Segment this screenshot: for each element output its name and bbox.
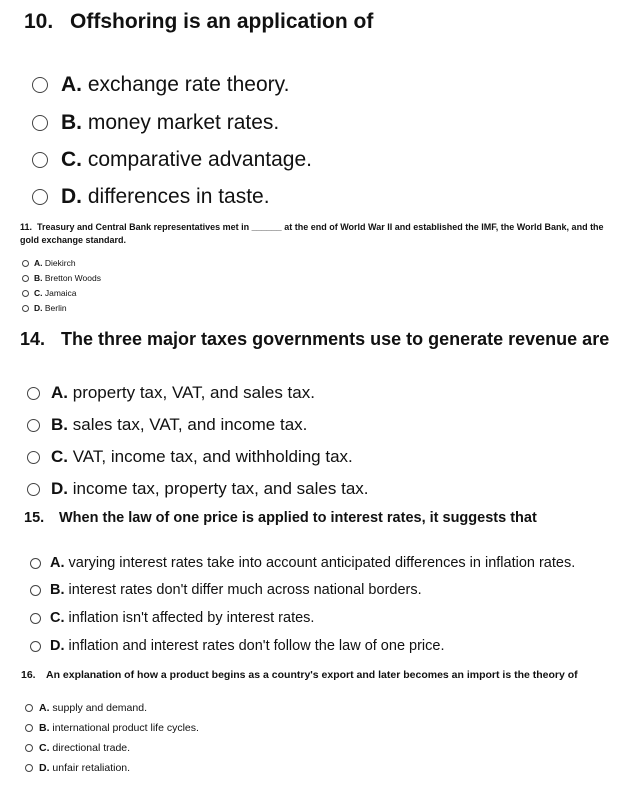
radio-button-icon[interactable] <box>30 585 41 596</box>
answer-blank: ______ <box>251 222 282 232</box>
option-d[interactable] <box>25 762 130 774</box>
question-title <box>24 10 373 34</box>
option-d[interactable] <box>27 479 369 499</box>
option-letter: B. <box>39 722 50 734</box>
radio-button-icon[interactable] <box>22 275 29 282</box>
radio-button-icon[interactable] <box>22 290 29 297</box>
option-text: directional trade. <box>52 742 131 754</box>
radio-button-icon[interactable] <box>25 764 33 772</box>
option-b[interactable] <box>32 111 279 135</box>
radio-button-icon[interactable] <box>27 419 40 432</box>
radio-button-icon[interactable] <box>30 613 41 624</box>
option-text: property tax, VAT, and sales tax. <box>72 383 315 402</box>
option-text: international product life cycles. <box>52 722 199 734</box>
question-number: 16. <box>21 669 36 681</box>
radio-button-icon[interactable] <box>32 189 48 205</box>
question-number: 15. <box>24 510 45 526</box>
option-text: VAT, income tax, and withholding tax. <box>72 447 353 466</box>
option-c[interactable] <box>32 148 312 172</box>
option-letter: D. <box>34 303 43 313</box>
option-a[interactable] <box>27 383 315 403</box>
option-text: Jamaica <box>44 288 77 298</box>
question-title <box>20 329 609 350</box>
option-letter: D. <box>39 762 50 774</box>
radio-button-icon[interactable] <box>25 724 33 732</box>
option-a[interactable] <box>22 258 76 268</box>
option-text: unfair retaliation. <box>52 762 131 774</box>
option-letter: C. <box>50 610 65 626</box>
option-letter: C. <box>34 288 43 298</box>
option-letter: C. <box>39 742 50 754</box>
radio-button-icon[interactable] <box>22 260 29 267</box>
option-text: comparative advantage. <box>87 148 312 171</box>
option-text: Bretton Woods <box>44 273 101 283</box>
option-a[interactable] <box>32 73 289 97</box>
option-letter: B. <box>34 273 43 283</box>
option-letter: B. <box>51 415 68 434</box>
option-a[interactable] <box>30 555 575 571</box>
question-title <box>24 510 537 526</box>
option-d[interactable] <box>30 638 445 654</box>
question-text-before-blank: Treasury and Central Bank representatives met in <box>37 222 250 232</box>
option-c[interactable] <box>25 742 130 754</box>
question-text: Offshoring is an application of <box>70 10 374 33</box>
option-letter: A. <box>39 702 50 714</box>
option-text: sales tax, VAT, and income tax. <box>72 415 308 434</box>
radio-button-icon[interactable] <box>30 641 41 652</box>
radio-button-icon[interactable] <box>32 152 48 168</box>
radio-button-icon[interactable] <box>25 744 33 752</box>
option-text: exchange rate theory. <box>87 73 290 96</box>
question-text: An explanation of how a product begins as a country's export and later becomes an import is the theory of <box>46 669 578 681</box>
radio-button-icon[interactable] <box>27 387 40 400</box>
option-text: differences in taste. <box>87 185 270 208</box>
option-text: money market rates. <box>87 111 280 134</box>
option-c[interactable] <box>30 610 314 626</box>
question-number: 14. <box>20 329 46 349</box>
question-text: When the law of one price is applied to interest rates, it suggests that <box>59 510 537 526</box>
option-b[interactable] <box>30 582 422 598</box>
question-number: 11. <box>20 222 33 232</box>
question-title <box>21 669 578 681</box>
option-letter: B. <box>61 111 82 134</box>
option-letter: B. <box>50 582 65 598</box>
option-d[interactable] <box>32 185 270 209</box>
radio-button-icon[interactable] <box>32 115 48 131</box>
option-letter: A. <box>34 258 43 268</box>
option-letter: A. <box>50 555 65 571</box>
question-text: The three major taxes governments use to generate revenue are <box>61 329 610 349</box>
option-letter: A. <box>51 383 68 402</box>
option-text: varying interest rates take into account anticipated differences in inflation rates. <box>68 555 576 571</box>
option-letter: A. <box>61 73 82 96</box>
option-text: inflation and interest rates don't follow the law of one price. <box>68 638 445 654</box>
radio-button-icon[interactable] <box>27 483 40 496</box>
option-letter: C. <box>61 148 82 171</box>
option-text: supply and demand. <box>52 702 147 714</box>
option-letter: D. <box>50 638 65 654</box>
option-b[interactable] <box>22 273 101 283</box>
radio-button-icon[interactable] <box>25 704 33 712</box>
option-text: Berlin <box>44 303 67 313</box>
option-c[interactable] <box>22 288 77 298</box>
option-b[interactable] <box>27 415 307 435</box>
question-text-after-blank: at the end of World War II and established the IMF, the World Bank, and the gold exchange standard. <box>20 222 604 245</box>
option-letter: D. <box>51 479 68 498</box>
option-text: interest rates don't differ much across national borders. <box>68 582 422 598</box>
option-a[interactable] <box>25 702 147 714</box>
option-letter: C. <box>51 447 68 466</box>
option-d[interactable] <box>22 303 67 313</box>
question-title <box>20 221 625 247</box>
question-number: 10. <box>24 10 54 33</box>
radio-button-icon[interactable] <box>22 305 29 312</box>
option-text: income tax, property tax, and sales tax. <box>72 479 369 498</box>
option-text: inflation isn't affected by interest rates. <box>68 610 315 626</box>
option-text: Diekirch <box>44 258 76 268</box>
option-b[interactable] <box>25 722 199 734</box>
option-letter: D. <box>61 185 82 208</box>
radio-button-icon[interactable] <box>27 451 40 464</box>
radio-button-icon[interactable] <box>32 77 48 93</box>
radio-button-icon[interactable] <box>30 558 41 569</box>
option-c[interactable] <box>27 447 353 467</box>
